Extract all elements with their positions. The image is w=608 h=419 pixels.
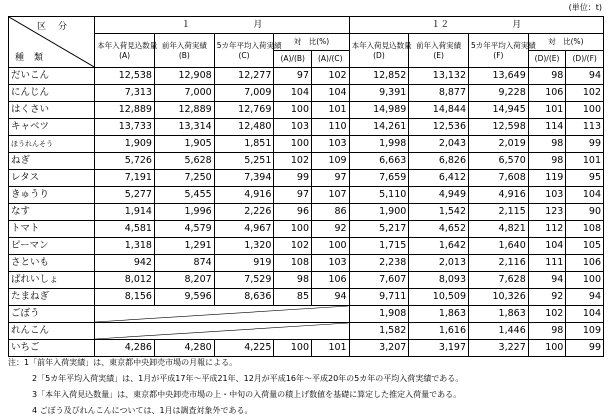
value-cell: 108 — [274, 255, 312, 272]
table-row — [9, 170, 604, 187]
value-cell: 85 — [274, 289, 312, 306]
value-cell: 4,967 — [214, 221, 274, 238]
value-cell: 86 — [312, 204, 350, 221]
value-cell: 112 — [528, 221, 566, 238]
value-cell: 14,261 — [349, 119, 409, 136]
vegetable-name: にんじん — [9, 85, 95, 102]
value-cell: 1,642 — [409, 238, 469, 255]
value-cell: 102 — [312, 68, 350, 85]
value-cell: 12,908 — [154, 68, 214, 85]
value-cell: 107 — [312, 187, 350, 204]
value-cell: 12,889 — [154, 102, 214, 119]
value-cell: 1,446 — [469, 323, 529, 340]
month-1-header: １ 月 — [95, 17, 349, 34]
value-cell: 4,286 — [95, 340, 155, 357]
value-cell: 1,909 — [95, 136, 155, 153]
value-cell: 96 — [274, 204, 312, 221]
value-cell: 1,851 — [214, 136, 274, 153]
table-row — [9, 85, 604, 102]
value-cell: 104 — [312, 85, 350, 102]
value-cell: 4,579 — [154, 221, 214, 238]
value-cell: 104 — [274, 85, 312, 102]
value-cell: 8,636 — [214, 289, 274, 306]
value-cell: 5,277 — [95, 187, 155, 204]
value-cell: 7,607 — [349, 272, 409, 289]
vegetable-name: きゅうり — [9, 187, 95, 204]
value-cell: 4,225 — [214, 340, 274, 357]
value-cell: 12,536 — [409, 119, 469, 136]
table-row — [9, 323, 604, 340]
value-cell: 100 — [566, 272, 604, 289]
value-cell: 1,582 — [349, 323, 409, 340]
value-cell: 6,412 — [409, 170, 469, 187]
value-cell: 103 — [528, 187, 566, 204]
value-cell: 5,455 — [154, 187, 214, 204]
value-cell: 100 — [312, 238, 350, 255]
value-cell: 101 — [528, 102, 566, 119]
vegetable-name: はくさい — [9, 102, 95, 119]
value-cell: 100 — [528, 340, 566, 357]
value-cell: 1,900 — [349, 204, 409, 221]
col-avg-12: 5カ年平均入荷実績 (F) — [469, 34, 529, 68]
table-row — [9, 340, 604, 357]
value-cell: 94 — [566, 68, 604, 85]
value-cell: 2,115 — [469, 204, 529, 221]
value-cell: 3,197 — [409, 340, 469, 357]
vegetable-name: れんこん — [9, 323, 95, 340]
table-row — [9, 306, 604, 323]
note-3: 3「本年入荷見込数量」は、東京都中央卸売市場の上・中旬の入荷量の積上げ数値を基礎に算定した推定入荷量である。 — [32, 390, 462, 399]
value-cell: 92 — [312, 221, 350, 238]
value-cell: 98 — [528, 323, 566, 340]
value-cell: 4,652 — [409, 221, 469, 238]
value-cell: 106 — [566, 255, 604, 272]
value-cell: 919 — [214, 255, 274, 272]
value-cell: 14,844 — [409, 102, 469, 119]
value-cell: 94 — [566, 289, 604, 306]
value-cell: 1,914 — [95, 204, 155, 221]
value-cell: 7,529 — [214, 272, 274, 289]
value-cell: 104 — [566, 306, 604, 323]
value-cell: 9,596 — [154, 289, 214, 306]
value-cell: 2,019 — [469, 136, 529, 153]
vegetable-name: さといも — [9, 255, 95, 272]
value-cell: 4,916 — [469, 187, 529, 204]
table-row — [9, 289, 604, 306]
value-cell: 98 — [528, 68, 566, 85]
value-cell: 1,640 — [469, 238, 529, 255]
value-cell: 92 — [528, 289, 566, 306]
value-cell: 99 — [566, 136, 604, 153]
value-cell: 12,852 — [349, 68, 409, 85]
value-cell: 102 — [274, 238, 312, 255]
value-cell: 4,581 — [95, 221, 155, 238]
value-cell: 102 — [274, 153, 312, 170]
value-cell: 7,313 — [95, 85, 155, 102]
value-cell: 98 — [528, 153, 566, 170]
col-prev-1: 前年入荷実績 (B) — [154, 34, 214, 68]
value-cell: 7,659 — [349, 170, 409, 187]
table-row — [9, 153, 604, 170]
value-cell: 2,043 — [409, 136, 469, 153]
value-cell: 1,715 — [349, 238, 409, 255]
value-cell: 114 — [528, 119, 566, 136]
value-cell: 106 — [528, 85, 566, 102]
value-cell: 4,916 — [214, 187, 274, 204]
value-cell: 10,326 — [469, 289, 529, 306]
value-cell: 101 — [566, 153, 604, 170]
value-cell: 100 — [566, 102, 604, 119]
value-cell: 5,110 — [349, 187, 409, 204]
value-cell: 106 — [312, 272, 350, 289]
value-cell: 97 — [274, 187, 312, 204]
value-cell: 5,726 — [95, 153, 155, 170]
value-cell: 97 — [312, 170, 350, 187]
vegetable-name: ピーマン — [9, 238, 95, 255]
month-12-header: １２ 月 — [349, 17, 603, 34]
header-corner — [9, 17, 95, 68]
value-cell: 1,320 — [214, 238, 274, 255]
value-cell: 9,228 — [469, 85, 529, 102]
value-cell: 8,207 — [154, 272, 214, 289]
value-cell: 97 — [274, 68, 312, 85]
table-row — [9, 238, 604, 255]
value-cell: 1,996 — [154, 204, 214, 221]
value-cell: 103 — [274, 119, 312, 136]
value-cell: 5,217 — [349, 221, 409, 238]
value-cell: 14,945 — [469, 102, 529, 119]
value-cell: 103 — [312, 255, 350, 272]
value-cell: 111 — [528, 255, 566, 272]
value-cell: 2,226 — [214, 204, 274, 221]
value-cell: 104 — [528, 238, 566, 255]
value-cell: 9,711 — [349, 289, 409, 306]
value-cell: 98 — [274, 272, 312, 289]
vegetable-name: たまねぎ — [9, 289, 95, 306]
vegetable-name: いちご — [9, 340, 95, 357]
value-cell: 109 — [566, 323, 604, 340]
value-cell: 5,628 — [154, 153, 214, 170]
table-body — [9, 68, 604, 357]
value-cell: 12,769 — [214, 102, 274, 119]
col-planned-12: 本年入荷見込数量 (D) — [349, 34, 409, 68]
ratio-header-12: 対 比(%) — [528, 34, 603, 51]
value-cell: 3,207 — [349, 340, 409, 357]
note-1: 注：1「前年入荷実績」は、東京都中央卸売市場の月報による。 — [8, 358, 238, 367]
value-cell: 12,889 — [95, 102, 155, 119]
value-cell: 7,250 — [154, 170, 214, 187]
value-cell: 7,608 — [469, 170, 529, 187]
value-cell: 12,598 — [469, 119, 529, 136]
value-cell: 7,191 — [95, 170, 155, 187]
corner-top-label: 区分 — [37, 22, 80, 32]
value-cell: 13,733 — [95, 119, 155, 136]
value-cell: 1,998 — [349, 136, 409, 153]
value-cell: 1,542 — [409, 204, 469, 221]
not-surveyed-cell — [95, 323, 349, 340]
vegetable-name: トマト — [9, 221, 95, 238]
notes — [8, 355, 463, 419]
value-cell: 95 — [566, 170, 604, 187]
vegetable-name: なす — [9, 204, 95, 221]
value-cell: 10,509 — [409, 289, 469, 306]
table-row — [9, 119, 604, 136]
value-cell: 99 — [566, 340, 604, 357]
value-cell: 98 — [528, 136, 566, 153]
value-cell: 90 — [566, 204, 604, 221]
value-cell: 6,663 — [349, 153, 409, 170]
value-cell: 4,821 — [469, 221, 529, 238]
value-cell: 2,013 — [409, 255, 469, 272]
value-cell: 100 — [274, 102, 312, 119]
ratio-ac: (A)/(C) — [312, 51, 350, 68]
note-4: 4 ごぼう及びれんこんについては、1月は調査対象外である。 — [32, 406, 253, 415]
value-cell: 102 — [528, 306, 566, 323]
value-cell: 101 — [312, 102, 350, 119]
table-row — [9, 204, 604, 221]
value-cell: 105 — [566, 238, 604, 255]
value-cell: 1,863 — [409, 306, 469, 323]
col-prev-12: 前年入荷実績 (E) — [409, 34, 469, 68]
value-cell: 1,905 — [154, 136, 214, 153]
value-cell: 8,093 — [409, 272, 469, 289]
table-row — [9, 68, 604, 85]
value-cell: 8,156 — [95, 289, 155, 306]
value-cell: 942 — [95, 255, 155, 272]
value-cell: 94 — [312, 289, 350, 306]
value-cell: 13,649 — [469, 68, 529, 85]
value-cell: 1,863 — [469, 306, 529, 323]
value-cell: 13,132 — [409, 68, 469, 85]
value-cell: 108 — [566, 221, 604, 238]
value-cell: 101 — [312, 340, 350, 357]
value-cell: 8,012 — [95, 272, 155, 289]
table-row — [9, 272, 604, 289]
vegetable-name: ねぎ — [9, 153, 95, 170]
value-cell: 7,009 — [214, 85, 274, 102]
table-row — [9, 102, 604, 119]
value-cell: 113 — [566, 119, 604, 136]
ratio-de: (D)/(E) — [528, 51, 566, 68]
value-cell: 874 — [154, 255, 214, 272]
value-cell: 109 — [312, 153, 350, 170]
value-cell: 2,116 — [469, 255, 529, 272]
vegetable-name: ごぼう — [9, 306, 95, 323]
value-cell: 102 — [566, 85, 604, 102]
value-cell: 14,989 — [349, 102, 409, 119]
ratio-ab: (A)/(B) — [274, 51, 312, 68]
table-row — [9, 136, 604, 153]
table-row — [9, 187, 604, 204]
value-cell: 7,628 — [469, 272, 529, 289]
value-cell: 1,318 — [95, 238, 155, 255]
value-cell: 4,280 — [154, 340, 214, 357]
ratio-df: (D)/(F) — [566, 51, 604, 68]
vegetable-name: キャベツ — [9, 119, 95, 136]
value-cell: 1,291 — [154, 238, 214, 255]
value-cell: 103 — [312, 136, 350, 153]
vegetable-name: レタス — [9, 170, 95, 187]
value-cell: 99 — [274, 170, 312, 187]
value-cell: 119 — [528, 170, 566, 187]
unit-label: (単位：t) — [568, 3, 602, 12]
table-row — [9, 255, 604, 272]
value-cell: 3,227 — [469, 340, 529, 357]
value-cell: 6,570 — [469, 153, 529, 170]
value-cell: 7,000 — [154, 85, 214, 102]
value-cell: 1,616 — [409, 323, 469, 340]
value-cell: 104 — [566, 187, 604, 204]
value-cell: 4,949 — [409, 187, 469, 204]
vegetable-name: ばれいしょ — [9, 272, 95, 289]
not-surveyed-cell — [95, 306, 349, 323]
value-cell: 5,251 — [214, 153, 274, 170]
value-cell: 100 — [274, 221, 312, 238]
ratio-header-1: 対 比(%) — [274, 34, 349, 51]
value-cell: 13,314 — [154, 119, 214, 136]
value-cell: 123 — [528, 204, 566, 221]
note-2: 2「5カ年平均入荷実績」は、1月が平成17年～平成21年、12月が平成16年～平成20年の5カ年の平均入荷実績である。 — [32, 374, 464, 383]
value-cell: 94 — [528, 272, 566, 289]
vegetable-name: ほうれんそう — [9, 136, 95, 153]
vegetable-arrival-table — [8, 16, 604, 357]
value-cell: 100 — [274, 340, 312, 357]
value-cell: 110 — [312, 119, 350, 136]
vegetable-name: だいこん — [9, 68, 95, 85]
value-cell: 100 — [274, 136, 312, 153]
col-avg-1: 5カ年平均入荷実績 (C) — [214, 34, 274, 68]
value-cell: 2,238 — [349, 255, 409, 272]
col-planned-1: 本年入荷見込数量 (A) — [95, 34, 155, 68]
table-row — [9, 221, 604, 238]
value-cell: 6,826 — [409, 153, 469, 170]
value-cell: 1,908 — [349, 306, 409, 323]
value-cell: 12,538 — [95, 68, 155, 85]
value-cell: 9,391 — [349, 85, 409, 102]
corner-bottom-label: 種類 — [15, 53, 54, 63]
value-cell: 7,394 — [214, 170, 274, 187]
value-cell: 8,877 — [409, 85, 469, 102]
value-cell: 12,277 — [214, 68, 274, 85]
value-cell: 12,480 — [214, 119, 274, 136]
